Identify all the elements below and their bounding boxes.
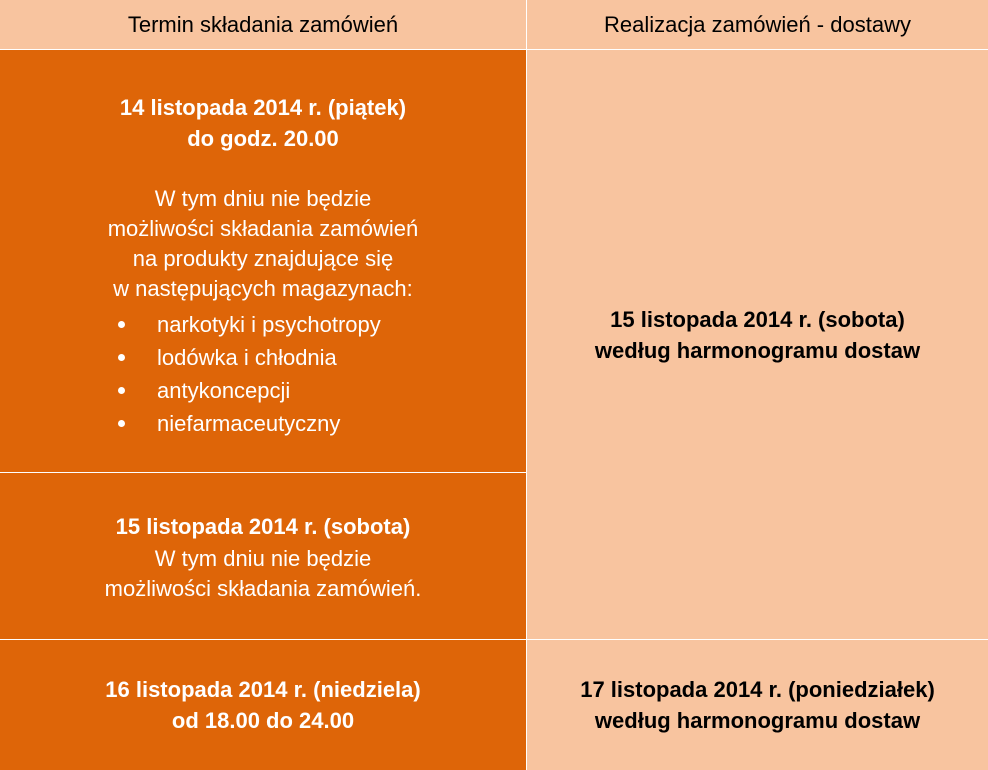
order-deadline-nov14 [0, 50, 527, 473]
bullet-icon [118, 387, 125, 394]
header-order-deadline-label: Termin składania zamówień [127, 11, 399, 37]
nov15-date: 15 listopada 2014 r. (sobota) [115, 514, 411, 539]
warehouse-name: niefarmaceutyczny [157, 410, 341, 436]
nov14-note-line: w następujących magazynach: [113, 276, 413, 301]
warehouse-name: narkotyki i psychotropy [157, 311, 381, 337]
bullet-icon [118, 420, 125, 427]
bullet-icon [118, 321, 125, 328]
list-item [118, 374, 448, 407]
bullet-icon [118, 354, 125, 361]
nov16-time: od 18.00 do 24.00 [171, 708, 355, 733]
delivery-nov15-schedule: według harmonogramu dostaw [594, 337, 921, 363]
nov14-time: do godz. 20.00 [187, 126, 339, 151]
nov15-note-line: W tym dniu nie będzie [154, 546, 372, 571]
order-deadline-nov16 [0, 640, 527, 770]
list-item [118, 308, 448, 341]
nov14-note-line: W tym dniu nie będzie [154, 186, 372, 211]
nov14-note [108, 184, 419, 304]
nov14-date: 14 listopada 2014 r. (piątek) [119, 95, 407, 120]
list-item [118, 341, 448, 374]
header-delivery [527, 0, 988, 50]
nov15-note [105, 544, 422, 604]
nov14-note-line: możliwości składania zamówień [107, 216, 419, 241]
list-item [118, 407, 448, 440]
delivery-nov15-date: 15 listopada 2014 r. (sobota) [610, 306, 905, 332]
warehouse-name: antykoncepcji [157, 377, 291, 403]
nov16-date: 16 listopada 2014 r. (niedziela) [105, 677, 421, 702]
delivery-nov17 [527, 640, 988, 770]
warehouse-list [118, 308, 448, 440]
warehouse-name: lodówka i chłodnia [157, 344, 337, 370]
delivery-nov17-date: 17 listopada 2014 r. (poniedziałek) [580, 677, 935, 702]
delivery-nov17-schedule: według harmonogramu dostaw [594, 708, 921, 733]
nov15-note-line: możliwości składania zamówień. [104, 576, 422, 601]
header-delivery-label: Realizacja zamówień - dostawy [604, 11, 911, 37]
delivery-nov15 [527, 50, 988, 640]
nov14-title [120, 92, 406, 154]
header-order-deadline [0, 0, 527, 50]
order-deadline-nov15 [0, 473, 527, 640]
nov14-note-line: na produkty znajdujące się [132, 246, 394, 271]
